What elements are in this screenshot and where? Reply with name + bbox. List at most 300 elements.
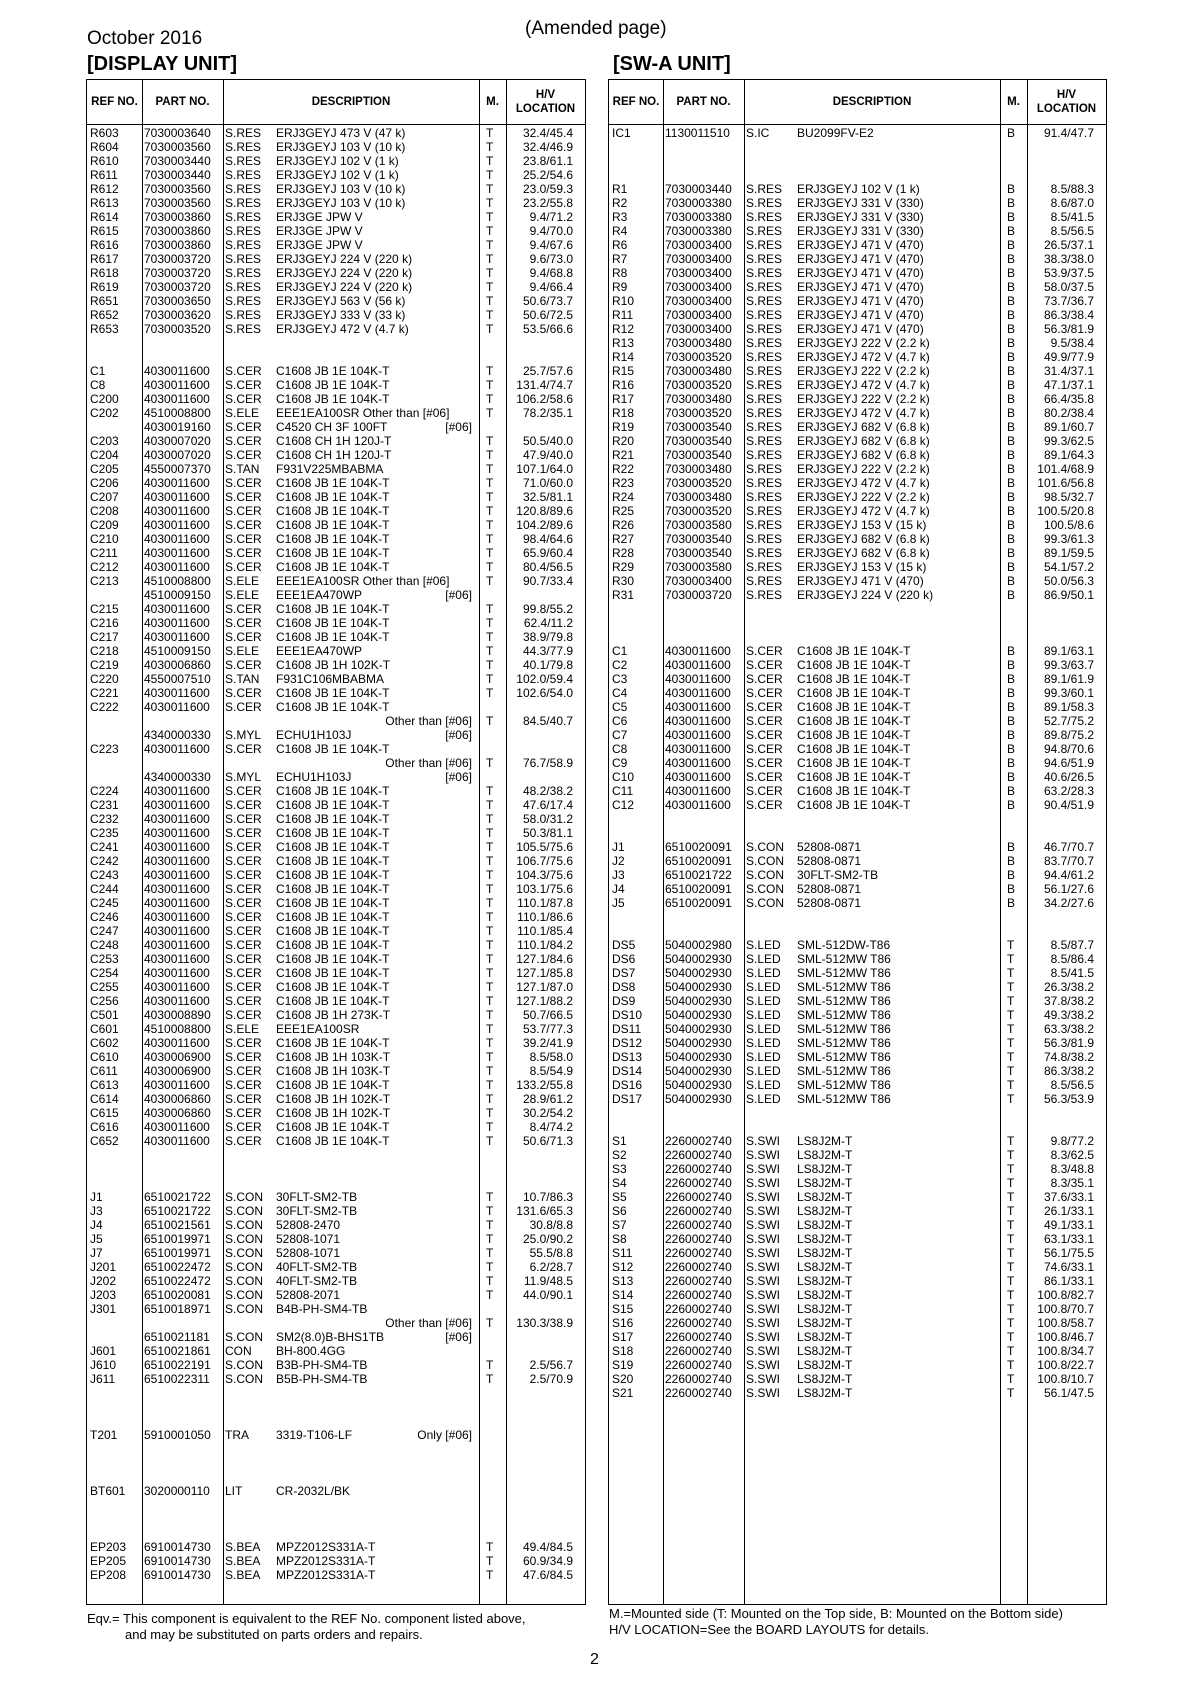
ref-no: J1 bbox=[612, 840, 625, 854]
table-row bbox=[609, 784, 1106, 798]
table-row bbox=[87, 1274, 585, 1288]
table-row bbox=[609, 490, 1106, 504]
ref-no: S21 bbox=[612, 1386, 634, 1400]
hv-location: 80.4/56.5 bbox=[522, 560, 573, 574]
description: C1608 JB 1E 104K-T bbox=[276, 504, 390, 518]
hv-location: 89.1/59.5 bbox=[1043, 546, 1094, 560]
mounted-side: T bbox=[486, 196, 494, 210]
ref-no: J610 bbox=[90, 1358, 117, 1372]
description: LS8J2M-T bbox=[797, 1232, 853, 1246]
description-note: [#06] bbox=[445, 1330, 472, 1344]
ref-no: DS7 bbox=[612, 966, 636, 980]
mounted-side: T bbox=[486, 868, 494, 882]
table-row bbox=[87, 1316, 585, 1330]
part-type: S.RES bbox=[746, 182, 783, 196]
part-no: 7030003520 bbox=[665, 476, 732, 490]
description: C1608 JB 1E 104K-T bbox=[276, 840, 390, 854]
part-no: 2260002740 bbox=[665, 1204, 732, 1218]
description: 52808-0871 bbox=[797, 854, 862, 868]
hv-location: 10.7/86.3 bbox=[522, 1190, 573, 1204]
ref-no: R604 bbox=[90, 140, 119, 154]
ref-no: C652 bbox=[90, 1134, 119, 1148]
part-type: S.CON bbox=[746, 882, 785, 896]
hv-location: 90.4/51.9 bbox=[1043, 798, 1094, 812]
display-unit-title: [DISPLAY UNIT] bbox=[87, 53, 238, 75]
part-no: 6910014730 bbox=[144, 1568, 211, 1582]
table-row bbox=[609, 1022, 1106, 1036]
hv-location: 78.2/35.1 bbox=[522, 406, 573, 420]
ref-no: C613 bbox=[90, 1078, 119, 1092]
hv-location: 8.3/62.5 bbox=[1050, 1148, 1094, 1162]
part-no: 4030011600 bbox=[144, 882, 210, 896]
table-row bbox=[87, 1414, 585, 1428]
mounted-side: B bbox=[1007, 336, 1016, 350]
part-no: 7030003400 bbox=[665, 252, 732, 266]
part-type: S.LED bbox=[746, 980, 781, 994]
table-row bbox=[87, 742, 585, 756]
mounted-side: B bbox=[1007, 210, 1016, 224]
description: C1608 JB 1E 104K-T bbox=[276, 630, 390, 644]
ref-no: C9 bbox=[612, 756, 628, 770]
table-row bbox=[87, 392, 585, 406]
table-row bbox=[609, 714, 1106, 728]
part-type: S.CER bbox=[225, 742, 262, 756]
mounted-side: T bbox=[486, 910, 494, 924]
hv-location: 100.5/20.8 bbox=[1037, 504, 1094, 518]
description: C1608 JB 1E 104K-T bbox=[797, 658, 911, 672]
ref-no: EP208 bbox=[90, 1568, 127, 1582]
hv-location: 99.3/61.3 bbox=[1043, 532, 1094, 546]
part-no: 4030011600 bbox=[144, 476, 210, 490]
part-type: S.CER bbox=[225, 1134, 262, 1148]
part-type: S.CON bbox=[225, 1246, 264, 1260]
part-type: S.CER bbox=[225, 798, 262, 812]
part-type: S.CER bbox=[225, 448, 262, 462]
part-no: 5040002930 bbox=[665, 1050, 732, 1064]
mounted-side: T bbox=[1007, 1358, 1015, 1372]
mounted-side: T bbox=[1007, 1134, 1015, 1148]
mounted-side: B bbox=[1007, 266, 1016, 280]
description: LS8J2M-T bbox=[797, 1302, 853, 1316]
mounted-side: T bbox=[486, 1064, 494, 1078]
part-type: S.SWI bbox=[746, 1134, 781, 1148]
ref-no: C1 bbox=[90, 364, 106, 378]
part-type: S.CER bbox=[225, 1064, 262, 1078]
hv-location: 38.9/79.8 bbox=[522, 630, 573, 644]
ref-no: R619 bbox=[90, 280, 119, 294]
part-no: 6510021722 bbox=[665, 868, 732, 882]
ref-no: R7 bbox=[612, 252, 628, 266]
table-row bbox=[87, 1162, 585, 1176]
ref-no: C1 bbox=[612, 644, 628, 658]
ref-no: C216 bbox=[90, 616, 119, 630]
ref-no: C2 bbox=[612, 658, 628, 672]
hv-location: 32.4/46.9 bbox=[522, 140, 573, 154]
hv-location: 47.6/17.4 bbox=[522, 798, 573, 812]
hv-location: 30.2/54.2 bbox=[522, 1106, 573, 1120]
part-no: 7030003400 bbox=[665, 322, 732, 336]
mounted-side: T bbox=[486, 1120, 494, 1134]
footer-location-line2: H/V LOCATION=See the BOARD LAYOUTS for details. bbox=[609, 1622, 929, 1637]
ref-no: C211 bbox=[90, 546, 118, 560]
description: C1608 JB 1E 104K-T bbox=[797, 728, 911, 742]
mounted-side: B bbox=[1007, 672, 1016, 686]
part-no: 5040002930 bbox=[665, 1092, 732, 1106]
hv-location: 50.3/81.1 bbox=[522, 826, 573, 840]
part-no: 4030011600 bbox=[144, 1036, 210, 1050]
col-header-part: PART NO. bbox=[676, 96, 731, 108]
table-row bbox=[609, 462, 1106, 476]
table-row bbox=[87, 1344, 585, 1358]
hv-location: 47.1/37.1 bbox=[1043, 378, 1094, 392]
ref-no: DS10 bbox=[612, 1008, 643, 1022]
description: ERJ3GEYJ 224 V (220 k) bbox=[276, 252, 413, 266]
ref-no: R21 bbox=[612, 448, 635, 462]
description: C1608 CH 1H 120J-T bbox=[276, 434, 392, 448]
hv-location: 94.6/51.9 bbox=[1043, 756, 1094, 770]
mounted-side: T bbox=[486, 924, 494, 938]
ref-no: S1 bbox=[612, 1134, 627, 1148]
part-no: 7030003580 bbox=[665, 560, 732, 574]
part-no: 4030006860 bbox=[144, 658, 211, 672]
table-row bbox=[609, 252, 1106, 266]
part-type: S.LED bbox=[746, 1022, 781, 1036]
part-no: 6510020091 bbox=[665, 882, 732, 896]
part-type: S.RES bbox=[746, 476, 783, 490]
description: B5B-PH-SM4-TB bbox=[276, 1372, 368, 1386]
table-row bbox=[87, 518, 585, 532]
table-row bbox=[87, 1064, 585, 1078]
part-no: 7030003400 bbox=[665, 574, 732, 588]
hv-location: 49.9/77.9 bbox=[1043, 350, 1094, 364]
table-row bbox=[609, 1260, 1106, 1274]
description: C1608 JB 1E 104K-T bbox=[276, 896, 390, 910]
description: C1608 JB 1E 104K-T bbox=[276, 364, 390, 378]
part-type: S.CER bbox=[225, 546, 262, 560]
footer-eqv-line2: and may be substituted on parts orders and repairs. bbox=[125, 1627, 423, 1642]
ref-no: C254 bbox=[90, 966, 119, 980]
table-row bbox=[609, 672, 1106, 686]
part-type: S.CON bbox=[225, 1358, 264, 1372]
ref-no: S11 bbox=[612, 1246, 633, 1260]
part-no: 5040002930 bbox=[665, 980, 732, 994]
hv-location: 133.2/55.8 bbox=[516, 1078, 573, 1092]
hv-location: 49.3/38.2 bbox=[1043, 1008, 1094, 1022]
ref-no: C247 bbox=[90, 924, 119, 938]
ref-no: R10 bbox=[612, 294, 635, 308]
part-type: S.CER bbox=[746, 798, 783, 812]
hv-location: 25.0/90.2 bbox=[522, 1232, 573, 1246]
part-type: S.CER bbox=[225, 532, 262, 546]
part-no: 2260002740 bbox=[665, 1344, 732, 1358]
part-type: S.BEA bbox=[225, 1568, 261, 1582]
ref-no: C209 bbox=[90, 518, 119, 532]
part-type: S.LED bbox=[746, 1050, 781, 1064]
ref-no: R4 bbox=[612, 224, 628, 238]
hv-location: 62.4/11.2 bbox=[523, 616, 573, 630]
description: C1608 JB 1E 104K-T bbox=[797, 644, 911, 658]
hv-location: 56.1/75.5 bbox=[1043, 1246, 1094, 1260]
hv-location: 2.5/70.9 bbox=[529, 1372, 573, 1386]
swa-unit-title: [SW-A UNIT] bbox=[613, 53, 731, 75]
mounted-side: B bbox=[1007, 434, 1016, 448]
hv-location: 8.5/87.7 bbox=[1050, 938, 1094, 952]
description: BU2099FV-E2 bbox=[797, 126, 874, 140]
table-row bbox=[87, 868, 585, 882]
part-type: S.SWI bbox=[746, 1218, 781, 1232]
table-row bbox=[609, 168, 1106, 182]
table-row bbox=[87, 1190, 585, 1204]
part-no: 4030011600 bbox=[665, 700, 731, 714]
part-no: 6510021561 bbox=[144, 1218, 211, 1232]
ref-no: C235 bbox=[90, 826, 119, 840]
description: C1608 JB 1E 104K-T bbox=[276, 966, 390, 980]
hv-location: 83.7/70.7 bbox=[1043, 854, 1094, 868]
ref-no: R617 bbox=[90, 252, 119, 266]
table-row bbox=[87, 574, 585, 588]
part-no: 4030011600 bbox=[144, 532, 210, 546]
table-row bbox=[87, 476, 585, 490]
hv-location: 49.4/84.5 bbox=[522, 1540, 573, 1554]
description: C1608 JB 1E 104K-T bbox=[797, 798, 911, 812]
table-row bbox=[609, 210, 1106, 224]
hv-location: 60.9/34.9 bbox=[522, 1554, 573, 1568]
part-type: S.RES bbox=[225, 196, 262, 210]
mounted-side: T bbox=[486, 1078, 494, 1092]
hv-location: 46.7/70.7 bbox=[1043, 840, 1094, 854]
hv-location: 8.5/41.5 bbox=[1050, 210, 1094, 224]
mounted-side: T bbox=[486, 518, 494, 532]
mounted-side: B bbox=[1007, 784, 1016, 798]
mounted-side: T bbox=[486, 238, 494, 252]
description: 40FLT-SM2-TB bbox=[276, 1260, 358, 1274]
description: ERJ3GEYJ 682 V (6.8 k) bbox=[797, 434, 930, 448]
part-no: 4030011600 bbox=[144, 896, 210, 910]
description: ERJ3GEYJ 471 V (470) bbox=[797, 238, 924, 252]
part-type: S.CER bbox=[225, 980, 262, 994]
hv-location: 53.7/77.3 bbox=[522, 1022, 573, 1036]
mounted-side: T bbox=[486, 546, 494, 560]
description: LS8J2M-T bbox=[797, 1372, 853, 1386]
part-no: 2260002740 bbox=[665, 1372, 732, 1386]
table-row bbox=[609, 1050, 1106, 1064]
ref-no: R2 bbox=[612, 196, 628, 210]
mounted-side: B bbox=[1007, 378, 1016, 392]
mounted-side: T bbox=[486, 168, 494, 182]
part-type: S.BEA bbox=[225, 1554, 261, 1568]
ref-no: J2 bbox=[612, 854, 625, 868]
description: ERJ3GEYJ 473 V (47 k) bbox=[276, 126, 406, 140]
mounted-side: T bbox=[486, 882, 494, 896]
part-type: S.CER bbox=[225, 490, 262, 504]
table-row bbox=[87, 364, 585, 378]
description: B4B-PH-SM4-TB bbox=[276, 1302, 368, 1316]
hv-location: 106.2/58.6 bbox=[516, 392, 573, 406]
part-no: 7030003620 bbox=[144, 308, 211, 322]
mounted-side: T bbox=[486, 1134, 494, 1148]
part-type: S.SWI bbox=[746, 1246, 781, 1260]
part-no: 4030011600 bbox=[144, 924, 210, 938]
table-row bbox=[87, 448, 585, 462]
mounted-side: T bbox=[486, 532, 494, 546]
ref-no: J203 bbox=[90, 1288, 117, 1302]
table-row bbox=[609, 700, 1106, 714]
part-type: S.CON bbox=[225, 1302, 264, 1316]
table-row bbox=[87, 1498, 585, 1512]
table-row bbox=[87, 994, 585, 1008]
part-no: 4340000330 bbox=[144, 770, 211, 784]
mounted-side: T bbox=[486, 616, 494, 630]
ref-no: S18 bbox=[612, 1344, 634, 1358]
description: SML-512DW-T86 bbox=[797, 938, 891, 952]
mounted-side: T bbox=[486, 1246, 494, 1260]
description-note: [#06] bbox=[445, 420, 472, 434]
hv-location: 100.8/34.7 bbox=[1037, 1344, 1094, 1358]
mounted-side: T bbox=[486, 602, 494, 616]
mounted-side: T bbox=[486, 658, 494, 672]
table-row bbox=[87, 1134, 585, 1148]
mounted-side: B bbox=[1007, 756, 1016, 770]
ref-no: S4 bbox=[612, 1176, 627, 1190]
part-type: S.RES bbox=[225, 154, 262, 168]
part-no: 7030003640 bbox=[144, 126, 211, 140]
mounted-side: T bbox=[486, 1008, 494, 1022]
hv-location: 40.6/26.5 bbox=[1043, 770, 1094, 784]
part-no: 7030003860 bbox=[144, 210, 211, 224]
table-row bbox=[609, 1120, 1106, 1134]
mounted-side: T bbox=[486, 210, 494, 224]
description: LS8J2M-T bbox=[797, 1134, 853, 1148]
description-note: [#06] bbox=[445, 770, 472, 784]
ref-no: DS5 bbox=[612, 938, 636, 952]
part-no: 4030011600 bbox=[144, 868, 210, 882]
part-type: S.RES bbox=[225, 182, 262, 196]
table-row bbox=[609, 728, 1106, 742]
ref-no: C243 bbox=[90, 868, 119, 882]
mounted-side: B bbox=[1007, 224, 1016, 238]
hv-location: 104.3/75.6 bbox=[516, 868, 573, 882]
display-unit-table bbox=[86, 79, 586, 1605]
part-type: S.CER bbox=[746, 686, 783, 700]
part-type: S.RES bbox=[225, 322, 262, 336]
table-row bbox=[87, 1218, 585, 1232]
ref-no: S12 bbox=[612, 1260, 634, 1274]
mounted-side: B bbox=[1007, 742, 1016, 756]
part-type: S.LED bbox=[746, 1008, 781, 1022]
table-row bbox=[87, 756, 585, 770]
mounted-side: T bbox=[486, 434, 494, 448]
ref-no: R613 bbox=[90, 196, 119, 210]
mounted-side: T bbox=[1007, 1064, 1015, 1078]
ref-no: R28 bbox=[612, 546, 635, 560]
hv-location: 104.2/89.6 bbox=[516, 518, 573, 532]
table-row bbox=[87, 840, 585, 854]
part-type: S.CER bbox=[225, 910, 262, 924]
table-row bbox=[609, 588, 1106, 602]
part-type: S.CON bbox=[225, 1218, 264, 1232]
description: C1608 JB 1E 104K-T bbox=[276, 826, 390, 840]
hv-location: 50.6/73.7 bbox=[522, 294, 573, 308]
ref-no: R651 bbox=[90, 294, 119, 308]
part-type: S.ELE bbox=[225, 588, 260, 602]
description: LS8J2M-T bbox=[797, 1274, 853, 1288]
part-no: 2260002740 bbox=[665, 1232, 732, 1246]
hv-location: 50.7/66.5 bbox=[522, 1008, 573, 1022]
mounted-side: T bbox=[1007, 1008, 1015, 1022]
hv-location: 86.1/33.1 bbox=[1043, 1274, 1094, 1288]
hv-location: 37.6/33.1 bbox=[1043, 1190, 1094, 1204]
ref-no: J7 bbox=[90, 1246, 103, 1260]
hv-location: 8.5/54.9 bbox=[529, 1064, 573, 1078]
part-type: S.CER bbox=[225, 616, 262, 630]
table-row bbox=[609, 630, 1106, 644]
description: ERJ3GEYJ 102 V (1 k) bbox=[797, 182, 920, 196]
mounted-side: T bbox=[486, 1218, 494, 1232]
table-row bbox=[87, 308, 585, 322]
description: ECHU1H103J bbox=[276, 728, 352, 742]
mounted-side: B bbox=[1007, 686, 1016, 700]
part-type: S.SWI bbox=[746, 1330, 781, 1344]
part-type: S.SWI bbox=[746, 1372, 781, 1386]
hv-location: 23.8/61.1 bbox=[522, 154, 573, 168]
part-no: 7030003540 bbox=[665, 434, 732, 448]
description: LS8J2M-T bbox=[797, 1358, 853, 1372]
part-no: 4030007020 bbox=[144, 434, 211, 448]
description: ERJ3GEYJ 472 V (4.7 k) bbox=[797, 378, 930, 392]
mounted-side: T bbox=[486, 1036, 494, 1050]
ref-no: R653 bbox=[90, 322, 119, 336]
part-type: S.RES bbox=[225, 308, 262, 322]
description: SML-512MW T86 bbox=[797, 980, 891, 994]
part-type: S.ELE bbox=[225, 644, 260, 658]
part-type: S.SWI bbox=[746, 1302, 781, 1316]
description: SML-512MW T86 bbox=[797, 1064, 891, 1078]
table-row bbox=[87, 238, 585, 252]
table-row bbox=[609, 938, 1106, 952]
part-no: 4030011600 bbox=[144, 518, 210, 532]
hv-location: 8.5/58.0 bbox=[529, 1050, 573, 1064]
hv-location: 44.0/90.1 bbox=[522, 1288, 573, 1302]
hv-location: 47.6/84.5 bbox=[522, 1568, 573, 1582]
part-type: S.CER bbox=[225, 560, 262, 574]
description: C1608 JB 1E 104K-T bbox=[276, 798, 390, 812]
table-row bbox=[87, 1358, 585, 1372]
part-type: S.RES bbox=[225, 252, 262, 266]
table-row bbox=[609, 1232, 1106, 1246]
part-type: S.CER bbox=[746, 714, 783, 728]
mounted-side: T bbox=[486, 462, 494, 476]
part-no: 6510021722 bbox=[144, 1204, 211, 1218]
part-no: 2260002740 bbox=[665, 1162, 732, 1176]
ref-no: C215 bbox=[90, 602, 119, 616]
ref-no: S8 bbox=[612, 1232, 627, 1246]
part-no: 4030011600 bbox=[144, 854, 210, 868]
description: BH-800.4GG bbox=[276, 1344, 346, 1358]
part-no: 7030003560 bbox=[144, 196, 211, 210]
mounted-side: T bbox=[1007, 994, 1015, 1008]
table-row bbox=[87, 966, 585, 980]
part-no: 2260002740 bbox=[665, 1246, 732, 1260]
mounted-side: B bbox=[1007, 476, 1016, 490]
part-type: S.CER bbox=[746, 784, 783, 798]
table-row bbox=[609, 840, 1106, 854]
part-no: 2260002740 bbox=[665, 1302, 732, 1316]
description: C1608 JB 1E 104K-T bbox=[276, 994, 390, 1008]
ref-no: R22 bbox=[612, 462, 635, 476]
ref-no: DS17 bbox=[612, 1092, 643, 1106]
description: 40FLT-SM2-TB bbox=[276, 1274, 358, 1288]
mounted-side: T bbox=[486, 1204, 494, 1218]
